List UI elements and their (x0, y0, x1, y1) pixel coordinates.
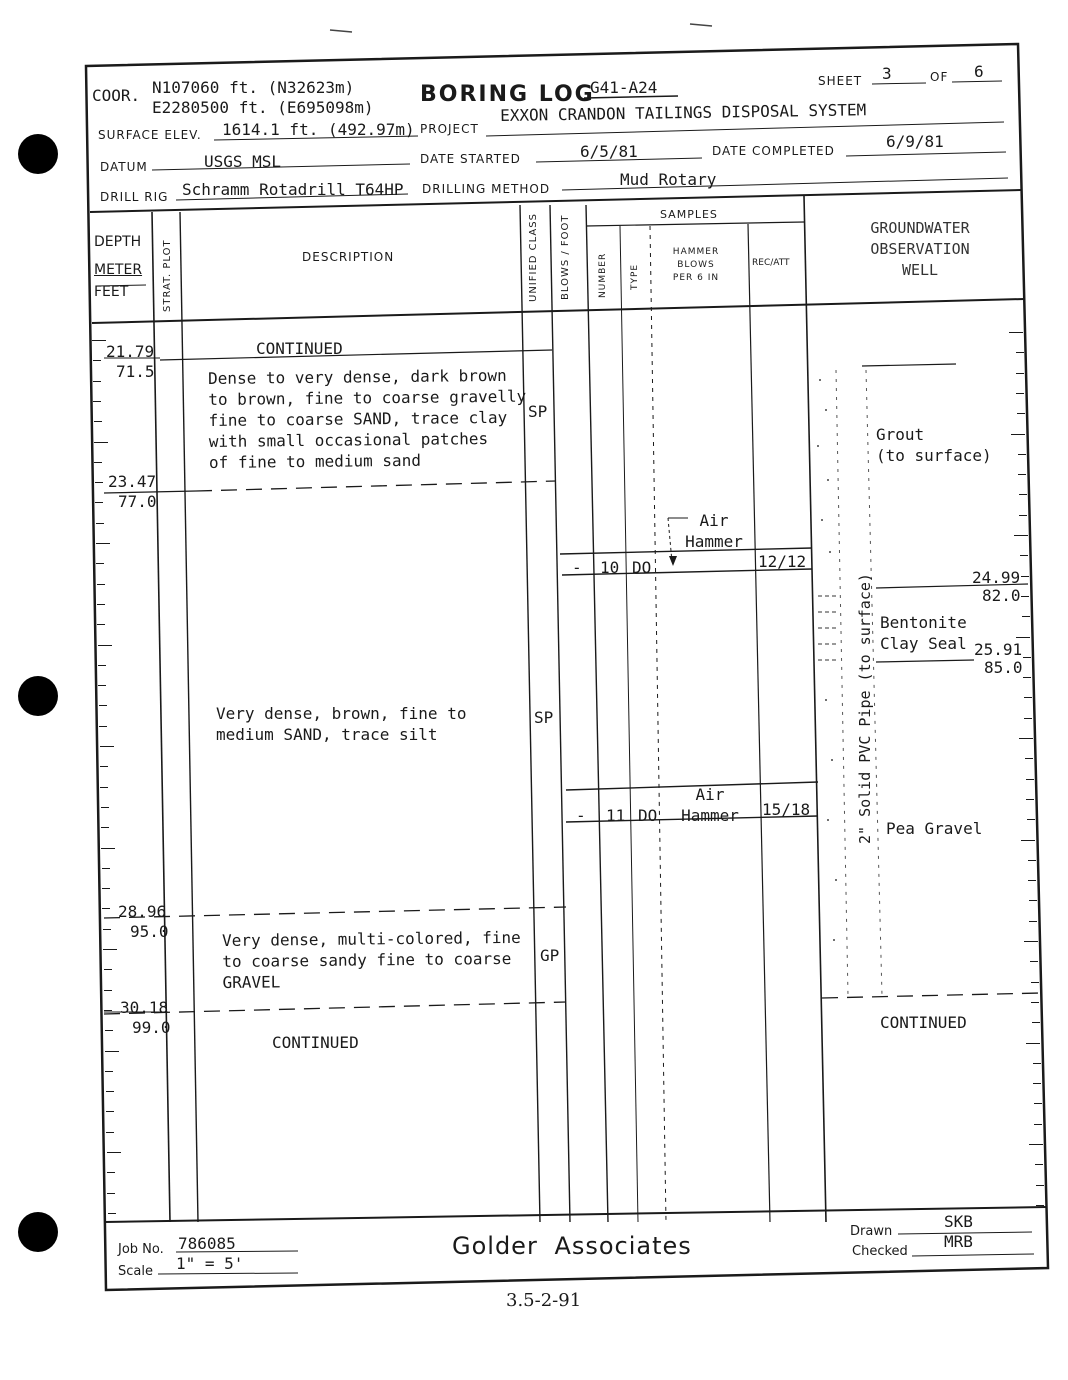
date-completed: 6/9/81 (886, 132, 944, 151)
depth-tick (1021, 576, 1029, 577)
depth-tick (1027, 819, 1035, 820)
layer-1-class: SP (528, 402, 548, 421)
depth-tick (94, 442, 108, 443)
layer-2-class: SP (534, 708, 554, 727)
surface-elev-label: SURFACE ELEV. (98, 128, 202, 142)
depth-tick (92, 340, 106, 341)
col-blows-foot: BLOWS / FOOT (560, 214, 571, 300)
depth-tick (102, 888, 110, 889)
depth-tick (107, 1152, 121, 1153)
depth-tick (104, 990, 112, 991)
depth-tick (99, 705, 107, 706)
col-description: DESCRIPTION (302, 250, 395, 264)
depth-tick (1024, 718, 1032, 719)
well-bentonite: Bentonite Clay Seal (880, 613, 967, 653)
depth-tick (1019, 515, 1027, 516)
depth-tick (1019, 494, 1027, 495)
col-groundwater (846, 218, 994, 281)
depth-tick (106, 1111, 114, 1112)
depth-tick (1036, 1205, 1044, 1206)
layer-3-description: Very dense, multi-colored, fine to coarse sandy fine to coarse GRAVEL (222, 927, 521, 992)
depth-tick (98, 685, 106, 686)
sample-11-number: 11 (606, 806, 626, 825)
depth-tick (1032, 1022, 1040, 1023)
depth-tick (99, 726, 107, 727)
datum-value: USGS MSL (204, 152, 282, 171)
depth-tick (1017, 413, 1025, 414)
depth-tick (97, 584, 105, 585)
sheet-number: 3 (882, 64, 892, 83)
depth-tick (1022, 616, 1030, 617)
well-depth-a-meter: 24.99 (972, 568, 1021, 587)
col-feet: FEET (94, 284, 129, 300)
project-label: PROJECT (420, 122, 479, 136)
depth-tick (1026, 779, 1034, 780)
depth-tick (1036, 1185, 1044, 1186)
depth-tick (1030, 961, 1038, 962)
col-unified-class: UNIFIED CLASS (528, 213, 539, 302)
depth-tick (1028, 880, 1036, 881)
sample-11-rec: 15/18 (762, 800, 811, 819)
depth-tick (1014, 535, 1028, 536)
sample-10-number: 10 (600, 558, 620, 577)
col-number: NUMBER (598, 252, 608, 298)
layer-2-description: Very dense, brown, fine to medium SAND, trace silt (216, 704, 467, 744)
depth-tick (1033, 1083, 1041, 1084)
depth-2-meter: 23.47 (108, 472, 157, 491)
coor-north: N107060 ft. (N32623m) (152, 78, 355, 97)
col-type: TYPE (630, 263, 640, 290)
depth-tick (93, 401, 101, 402)
drilling-method: Mud Rotary (620, 170, 717, 189)
col-hammer-blows-2: BLOWS (677, 260, 715, 270)
drill-rig: Schramm Rotadrill T64HP (182, 180, 404, 199)
depth-1-feet: 71.5 (116, 362, 155, 381)
well-continued: CONTINUED (880, 1013, 967, 1032)
depth-tick (102, 868, 110, 869)
depth-tick (1018, 454, 1026, 455)
depth-tick (1029, 1144, 1043, 1145)
page-code: 3.5-2-91 (506, 1290, 582, 1311)
date-completed-label: DATE COMPLETED (712, 144, 835, 158)
depth-tick (1029, 900, 1037, 901)
depth-tick (103, 929, 111, 930)
depth-tick (1020, 555, 1028, 556)
date-started: 6/5/81 (580, 142, 638, 161)
depth-3-meter: 28.96 (118, 902, 167, 921)
depth-tick (1023, 657, 1031, 658)
depth-tick (98, 665, 106, 666)
surface-elev: 1614.1 ft. (492.97m) (222, 120, 415, 139)
coor-east: E2280500 ft. (E695098m) (152, 98, 374, 117)
project-name: EXXON CRANDON TAILINGS DISPOSAL SYSTEM (500, 100, 867, 125)
depth-tick (1031, 1002, 1039, 1003)
depth-tick (1026, 1043, 1040, 1044)
col-hammer-blows-3: PER 6 IN (672, 273, 720, 283)
checked-label: Checked (852, 1244, 908, 1259)
datum-label: DATUM (100, 160, 148, 174)
drawn-label: Drawn (850, 1224, 893, 1239)
depth-4-meter: 30.18 (120, 998, 169, 1017)
depth-tick (1029, 921, 1037, 922)
depth-tick (96, 543, 110, 544)
depth-tick (98, 645, 112, 646)
sample-10-type: DO (632, 558, 652, 577)
drill-rig-label: DRILL RIG (100, 190, 169, 204)
boring-id: G41-A24 (590, 78, 658, 97)
depth-tick (108, 1213, 116, 1214)
depth-tick (1011, 434, 1025, 435)
depth-tick (1021, 840, 1035, 841)
depth-tick (100, 746, 114, 747)
depth-tick (104, 969, 112, 970)
depth-tick (103, 949, 117, 950)
sample-10-blows: - (572, 558, 582, 577)
depth-2-feet: 77.0 (118, 492, 157, 511)
coor-label: COOR. (92, 86, 141, 105)
depth-tick (1028, 860, 1036, 861)
company-name: Golder Associates (452, 1232, 692, 1260)
depth-tick (1016, 373, 1024, 374)
depth-4-feet: 99.0 (132, 1018, 171, 1037)
depth-tick (102, 908, 110, 909)
depth-tick (101, 848, 115, 849)
depth-tick (1016, 352, 1024, 353)
layer-3-class: GP (540, 946, 560, 965)
depth-tick (1019, 738, 1033, 739)
depth-tick (1023, 677, 1031, 678)
depth-tick (97, 624, 105, 625)
well-grout: Grout (to surface) (876, 425, 992, 465)
depth-tick (1034, 1103, 1042, 1104)
depth-tick (96, 523, 104, 524)
well-pvc-pipe: 2" Solid PVC Pipe (to surface) (856, 573, 874, 844)
depth-tick (97, 604, 105, 605)
depth-tick (93, 360, 101, 361)
job-number: 786085 (178, 1234, 236, 1253)
depth-tick (95, 482, 103, 483)
col-strat-plot: STRAT. PLOT (162, 239, 173, 312)
depth-tick (1031, 982, 1039, 983)
scale-label: Scale (118, 1264, 153, 1279)
layer-continued-bottom: CONTINUED (272, 1033, 359, 1052)
sample-11-blows: - (576, 806, 586, 825)
depth-tick (1025, 758, 1033, 759)
depth-tick (100, 787, 108, 788)
depth-tick (1009, 332, 1023, 333)
depth-tick (104, 1010, 112, 1011)
depth-tick (106, 1091, 114, 1092)
layer-1-description: Dense to very dense, dark brown to brown, fine to coarse gravelly fine to coarse SAND, trace clay with small occasional patches of fine to medium sand (208, 365, 527, 472)
sample-11-type: DO (638, 806, 658, 825)
depth-1-meter: 21.79 (106, 342, 155, 361)
depth-tick (105, 1030, 113, 1031)
depth-tick (1024, 697, 1032, 698)
depth-tick (107, 1193, 115, 1194)
depth-tick (105, 1051, 119, 1052)
col-meter: METER (94, 262, 143, 278)
depth-tick (95, 502, 103, 503)
depth-3-feet: 95.0 (130, 922, 169, 941)
date-started-label: DATE STARTED (420, 152, 521, 166)
depth-tick (96, 563, 104, 564)
col-hammer-blows (664, 246, 728, 285)
depth-tick (1033, 1063, 1041, 1064)
well-pea-gravel: Pea Gravel (886, 819, 983, 838)
well-depth-b-feet: 85.0 (984, 658, 1023, 677)
form-title: BORING LOG (420, 82, 595, 107)
drilling-method-label: DRILLING METHOD (422, 182, 551, 196)
depth-tick (107, 1172, 115, 1173)
col-hammer-blows-1: HAMMER (672, 247, 720, 257)
depth-tick (93, 381, 101, 382)
sample-10-rec: 12/12 (758, 552, 807, 571)
depth-tick (1034, 1124, 1042, 1125)
depth-tick (1026, 799, 1034, 800)
col-groundwater-3: WELL (901, 261, 939, 279)
well-depth-a-feet: 82.0 (982, 586, 1021, 605)
of-label: OF (930, 70, 949, 84)
col-samples: SAMPLES (660, 208, 718, 221)
job-label: Job No. (118, 1242, 164, 1257)
sample-10-hammer: Air Hammer (685, 511, 743, 551)
depth-tick (94, 462, 102, 463)
depth-tick (105, 1071, 113, 1072)
depth-tick (1018, 474, 1026, 475)
well-depth-b-meter: 25.91 (974, 640, 1023, 659)
depth-tick (1016, 393, 1024, 394)
depth-tick (94, 421, 102, 422)
depth-tick (1035, 1164, 1043, 1165)
sheet-total: 6 (974, 62, 984, 81)
depth-tick (101, 827, 109, 828)
checked-by: MRB (944, 1232, 973, 1251)
depth-tick (1016, 637, 1030, 638)
depth-tick (100, 766, 108, 767)
depth-tick (1021, 596, 1029, 597)
depth-tick (106, 1132, 114, 1133)
depth-tick (1024, 941, 1038, 942)
col-groundwater-2: OBSERVATION (870, 240, 970, 258)
col-groundwater-1: GROUNDWATER (870, 219, 970, 237)
depth-tick (101, 807, 109, 808)
sheet-label: SHEET (818, 74, 863, 88)
drawn-by: SKB (944, 1212, 973, 1231)
col-depth: DEPTH (94, 234, 142, 250)
col-rec-att: REC/ATT (752, 258, 790, 268)
sample-11-hammer: Air Hammer (681, 785, 739, 825)
layer-continued-top: CONTINUED (256, 339, 343, 358)
scale-value: 1" = 5' (176, 1254, 244, 1273)
